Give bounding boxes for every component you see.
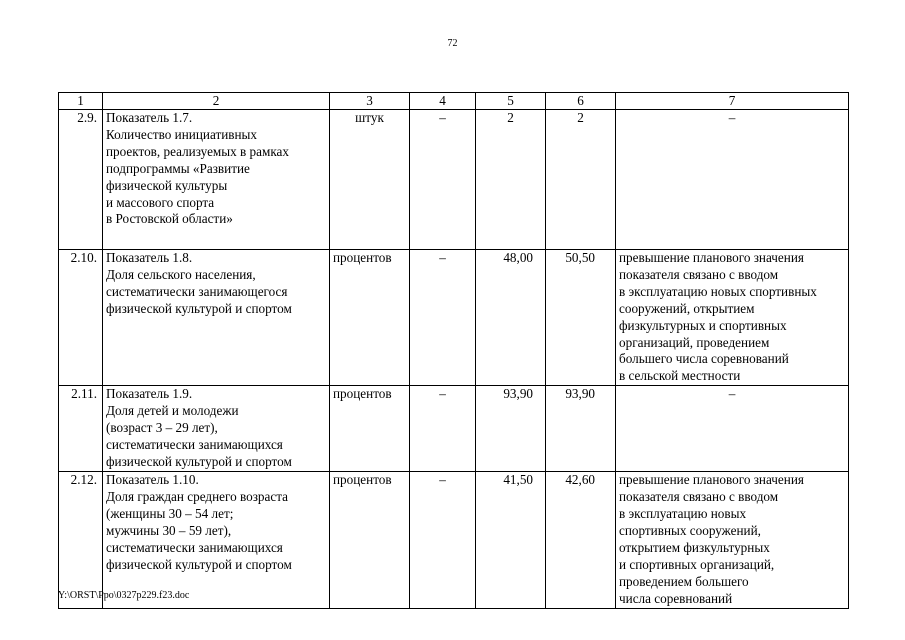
indicator-cell: Показатель 1.9. Доля детей и молодежи (возраст 3 – 29 лет), систематически занимающихся физической культурой и спортом bbox=[103, 386, 330, 472]
document-path: Y:\ORST\Ppo\0327p229.f23.doc bbox=[58, 590, 190, 601]
table-row bbox=[59, 110, 849, 250]
note-cell: – bbox=[616, 386, 849, 472]
col4-cell: – bbox=[410, 250, 476, 386]
unit-cell: штук bbox=[330, 110, 410, 250]
column-header: 7 bbox=[616, 93, 849, 110]
column-header: 2 bbox=[103, 93, 330, 110]
col5-cell: 41,50 bbox=[476, 472, 546, 608]
indicator-cell: Показатель 1.7. Количество инициативных проектов, реализуемых в рамках подпрограммы «Развитие физической культуры и массового спорта в Ростовской области» bbox=[103, 110, 330, 250]
row-number: 2.11. bbox=[59, 386, 103, 472]
col5-cell: 2 bbox=[476, 110, 546, 250]
row-number: 2.12. bbox=[59, 472, 103, 608]
column-header: 4 bbox=[410, 93, 476, 110]
unit-cell: процентов bbox=[330, 472, 410, 608]
col5-cell: 93,90 bbox=[476, 386, 546, 472]
col5-cell: 48,00 bbox=[476, 250, 546, 386]
col6-cell: 50,50 bbox=[546, 250, 616, 386]
column-header: 1 bbox=[59, 93, 103, 110]
column-header: 5 bbox=[476, 93, 546, 110]
unit-cell: процентов bbox=[330, 386, 410, 472]
note-cell: превышение планового значения показателя связано с вводом в эксплуатацию новых спортивных сооружений, открытием физкультурных и спортивных организаций, проведением большего числа соревнований bbox=[616, 472, 849, 608]
indicator-cell: Показатель 1.8. Доля сельского населения, систематически занимающегося физической культурой и спортом bbox=[103, 250, 330, 386]
page-number: 72 bbox=[447, 38, 458, 49]
table-row bbox=[59, 250, 849, 386]
col6-cell: 2 bbox=[546, 110, 616, 250]
row-number: 2.9. bbox=[59, 110, 103, 250]
table-row bbox=[59, 386, 849, 472]
table-header-row bbox=[59, 93, 849, 110]
note-cell: – bbox=[616, 110, 849, 250]
unit-cell: процентов bbox=[330, 250, 410, 386]
col6-cell: 42,60 bbox=[546, 472, 616, 608]
note-cell: превышение планового значения показателя связано с вводом в эксплуатацию новых спортивных сооружений, открытием физкультурных и спортивных организаций, проведением большего числа соревнований в сельской местности bbox=[616, 250, 849, 386]
column-header: 3 bbox=[330, 93, 410, 110]
indicator-cell: Показатель 1.10. Доля граждан среднего возраста (женщины 30 – 54 лет; мужчины 30 – 59 лет), систематически занимающихся физической культурой и спортом bbox=[103, 472, 330, 608]
col4-cell: – bbox=[410, 110, 476, 250]
indicators-table bbox=[58, 92, 849, 609]
col4-cell: – bbox=[410, 472, 476, 608]
col6-cell: 93,90 bbox=[546, 386, 616, 472]
column-header: 6 bbox=[546, 93, 616, 110]
col4-cell: – bbox=[410, 386, 476, 472]
table-row bbox=[59, 472, 849, 608]
row-number: 2.10. bbox=[59, 250, 103, 386]
